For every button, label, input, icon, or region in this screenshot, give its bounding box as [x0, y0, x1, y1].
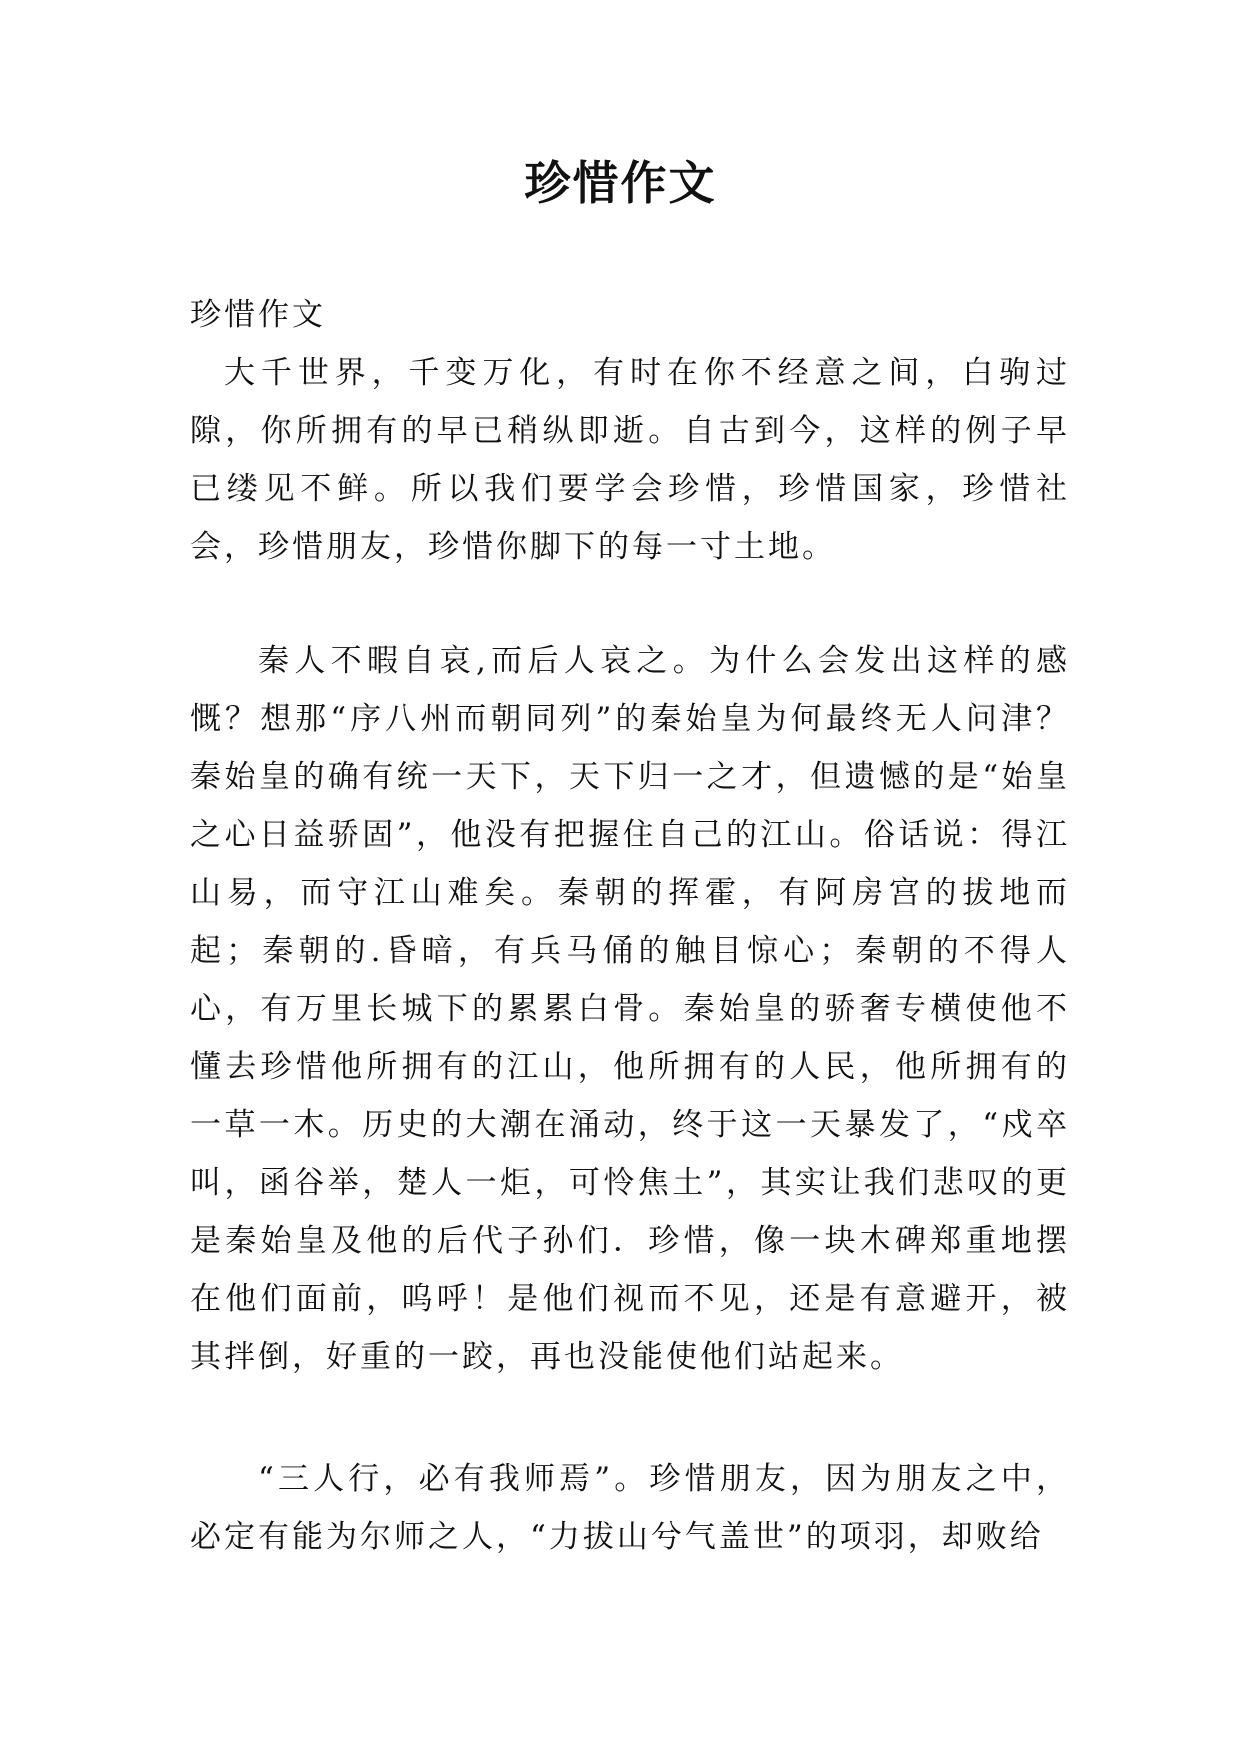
paragraph-qin: 秦人不暇自哀,而后人哀之。为什么会发出这样的感慨？想那“序八州而朝同列”的秦始皇为何最终无人问津？秦始皇的确有统一天下，天下归一之才，但遗憾的是“始皇之心日益骄固”，他没有把握住自己的江山。俗话说：得江山易，而守江山难矣。秦朝的挥霍，有阿房宫的拔地而起；秦朝的.昏暗，有兵马俑的触目惊心；秦朝的不得人心，有万里长城下的累累白骨。秦始皇的骄奢专横使他不懂去珍惜他所拥有的江山，他所拥有的人民，他所拥有的一草一木。历史的大潮在涌动，终于这一天暴发了，“戍卒叫，函谷举，楚人一炬，可怜焦土”，其实让我们悲叹的更是秦始皇及他的后代子孙们．珍惜，像一块木碑郑重地摆在他们面前，呜呼！是他们视而不见，还是有意避开，被其拌倒，好重的一跤，再也没能使他们站起来。 — [190, 643, 1070, 1375]
document-subtitle: 珍惜作文 — [190, 297, 326, 333]
paragraph-friends: “三人行，必有我师焉”。珍惜朋友，因为朋友之中，必定有能为尔师之人，“力拔山兮气盖世”的项羽，却败给 — [190, 1461, 1070, 1555]
paragraph-intro: 大千世界，千变万化，有时在你不经意之间，白驹过隙，你所拥有的早已稍纵即逝。自古到今，这样的例子早已缕见不鲜。所以我们要学会珍惜，珍惜国家，珍惜社会，珍惜朋友，珍惜你脚下的每一寸土地。 — [190, 355, 1070, 565]
document-title: 珍惜作文 — [524, 156, 717, 210]
